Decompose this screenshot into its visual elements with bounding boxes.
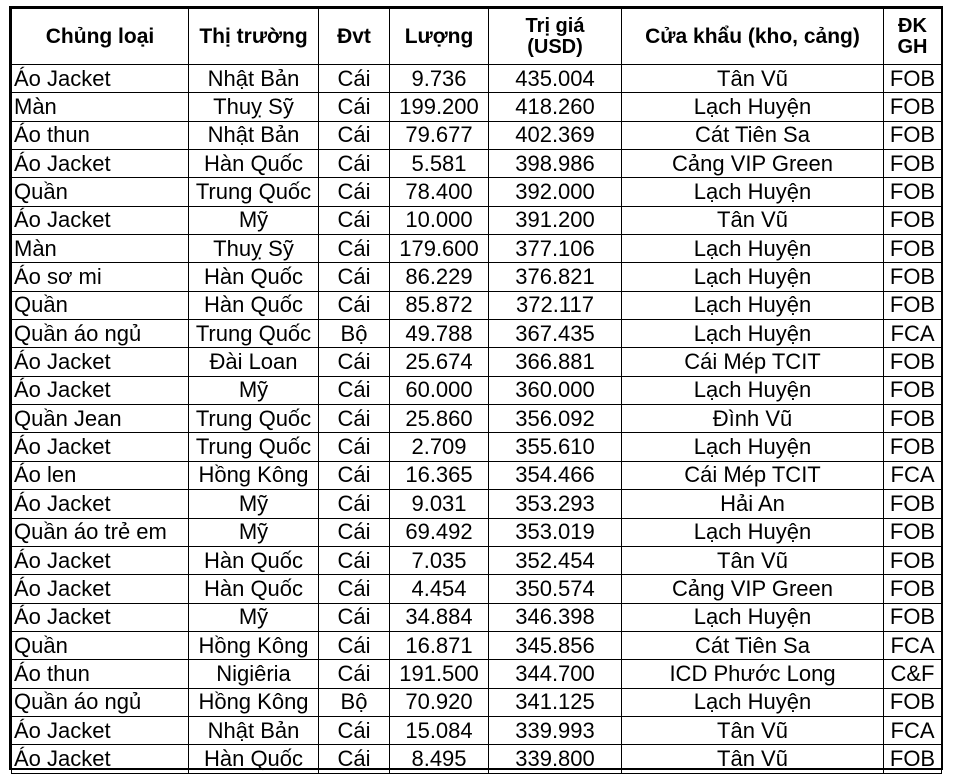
cell-terms: FCA (884, 320, 942, 348)
cell-unit: Cái (319, 461, 390, 489)
cell-unit: Cái (319, 716, 390, 744)
cell-value: 354.466 (489, 461, 622, 489)
cell-terms: FOB (884, 433, 942, 461)
header-value-line1: Trị giá (525, 14, 585, 37)
cell-port: Cảng VIP Green (622, 575, 884, 603)
cell-port: Cái Mép TCIT (622, 348, 884, 376)
cell-port: Lạch Huyện (622, 518, 884, 546)
cell-value: 366.881 (489, 348, 622, 376)
cell-value: 350.574 (489, 575, 622, 603)
cell-value: 339.800 (489, 745, 622, 773)
table-row (12, 461, 942, 489)
cell-quantity: 69.492 (390, 518, 489, 546)
cell-port: Lạch Huyện (622, 320, 884, 348)
cell-terms: FOB (884, 65, 942, 93)
cell-type: Áo thun (12, 121, 189, 149)
cell-value: 346.398 (489, 603, 622, 631)
cell-market: Mỹ (189, 376, 319, 404)
cell-market: Trung Quốc (189, 433, 319, 461)
cell-quantity: 2.709 (390, 433, 489, 461)
header-terms-line1: ĐK (898, 14, 927, 37)
cell-terms: FOB (884, 235, 942, 263)
cell-type: Màn (12, 235, 189, 263)
cell-terms: FOB (884, 263, 942, 291)
cell-value: 356.092 (489, 405, 622, 433)
cell-type: Áo Jacket (12, 716, 189, 744)
cell-type: Quần (12, 178, 189, 206)
cell-unit: Cái (319, 745, 390, 773)
header-value-line2: (USD) (527, 35, 583, 58)
cell-type: Quần (12, 291, 189, 319)
cell-quantity: 86.229 (390, 263, 489, 291)
cell-unit: Cái (319, 291, 390, 319)
cell-unit: Cái (319, 178, 390, 206)
cell-market: Nigiêria (189, 660, 319, 688)
cell-unit: Cái (319, 546, 390, 574)
cell-port: Cát Tiên Sa (622, 631, 884, 659)
cell-unit: Cái (319, 235, 390, 263)
cell-market: Hàn Quốc (189, 263, 319, 291)
header-terms-line2: GH (897, 35, 928, 58)
cell-quantity: 60.000 (390, 376, 489, 404)
cell-port: Lạch Huyện (622, 376, 884, 404)
table-row (12, 178, 942, 206)
cell-market: Hàn Quốc (189, 745, 319, 773)
table-row (12, 65, 942, 93)
cell-type: Áo Jacket (12, 433, 189, 461)
cell-terms: FOB (884, 405, 942, 433)
table-row (12, 546, 942, 574)
cell-value: 353.293 (489, 490, 622, 518)
cell-value: 339.993 (489, 716, 622, 744)
cell-terms: FOB (884, 688, 942, 716)
cell-market: Trung Quốc (189, 178, 319, 206)
cell-quantity: 25.860 (390, 405, 489, 433)
cell-type: Quần áo ngủ (12, 688, 189, 716)
cell-port: Tân Vũ (622, 206, 884, 234)
cell-market: Hàn Quốc (189, 546, 319, 574)
cell-market: Nhật Bản (189, 716, 319, 744)
cell-market: Hồng Kông (189, 631, 319, 659)
cell-unit: Cái (319, 121, 390, 149)
cell-value: 345.856 (489, 631, 622, 659)
cell-type: Áo Jacket (12, 348, 189, 376)
header-value (489, 9, 622, 65)
cell-terms: FOB (884, 206, 942, 234)
cell-value: 341.125 (489, 688, 622, 716)
cell-type: Màn (12, 93, 189, 121)
cell-market: Nhật Bản (189, 65, 319, 93)
cell-market: Nhật Bản (189, 121, 319, 149)
header-type: Chủng loại (12, 9, 189, 65)
cell-value: 355.610 (489, 433, 622, 461)
cell-terms: FOB (884, 575, 942, 603)
table-row (12, 348, 942, 376)
header-terms (884, 9, 942, 65)
cell-port: Tân Vũ (622, 65, 884, 93)
cell-market: Thuỵ Sỹ (189, 235, 319, 263)
cell-port: Lạch Huyện (622, 178, 884, 206)
cell-type: Áo Jacket (12, 575, 189, 603)
cell-port: Lạch Huyện (622, 433, 884, 461)
cell-market: Trung Quốc (189, 405, 319, 433)
cell-terms: FCA (884, 631, 942, 659)
cell-market: Mỹ (189, 490, 319, 518)
cell-quantity: 85.872 (390, 291, 489, 319)
table-row (12, 631, 942, 659)
cell-quantity: 79.677 (390, 121, 489, 149)
cell-value: 367.435 (489, 320, 622, 348)
table-row (12, 688, 942, 716)
cell-terms: C&F (884, 660, 942, 688)
cell-market: Mỹ (189, 603, 319, 631)
cell-type: Áo Jacket (12, 745, 189, 773)
cell-value: 353.019 (489, 518, 622, 546)
table-row (12, 490, 942, 518)
cell-market: Thuỵ Sỹ (189, 93, 319, 121)
table-row (12, 121, 942, 149)
cell-unit: Cái (319, 93, 390, 121)
cell-quantity: 25.674 (390, 348, 489, 376)
cell-value: 376.821 (489, 263, 622, 291)
cell-quantity: 7.035 (390, 546, 489, 574)
cell-type: Quần (12, 631, 189, 659)
cell-quantity: 9.736 (390, 65, 489, 93)
cell-unit: Cái (319, 433, 390, 461)
header-port: Cửa khẩu (kho, cảng) (622, 9, 884, 65)
table-row (12, 433, 942, 461)
cell-terms: FOB (884, 745, 942, 773)
cell-market: Hàn Quốc (189, 150, 319, 178)
table-row (12, 291, 942, 319)
cell-type: Áo len (12, 461, 189, 489)
cell-unit: Cái (319, 405, 390, 433)
cell-unit: Cái (319, 518, 390, 546)
cell-market: Hàn Quốc (189, 575, 319, 603)
cell-port: Lạch Huyện (622, 93, 884, 121)
cell-type: Áo Jacket (12, 603, 189, 631)
cell-quantity: 70.920 (390, 688, 489, 716)
table-row (12, 150, 942, 178)
cell-unit: Cái (319, 150, 390, 178)
cell-value: 377.106 (489, 235, 622, 263)
cell-quantity: 15.084 (390, 716, 489, 744)
cell-quantity: 9.031 (390, 490, 489, 518)
cell-type: Áo Jacket (12, 490, 189, 518)
cell-type: Áo Jacket (12, 65, 189, 93)
cell-terms: FOB (884, 93, 942, 121)
table-row (12, 660, 942, 688)
cell-market: Mỹ (189, 518, 319, 546)
cell-quantity: 4.454 (390, 575, 489, 603)
cell-unit: Bộ (319, 320, 390, 348)
cell-type: Áo Jacket (12, 376, 189, 404)
cell-quantity: 16.871 (390, 631, 489, 659)
cell-port: Cảng VIP Green (622, 150, 884, 178)
header-unit: Đvt (319, 9, 390, 65)
cell-type: Áo thun (12, 660, 189, 688)
cell-type: Áo Jacket (12, 206, 189, 234)
table-row (12, 716, 942, 744)
cell-unit: Cái (319, 263, 390, 291)
cell-quantity: 10.000 (390, 206, 489, 234)
cell-terms: FCA (884, 461, 942, 489)
cell-type: Quần Jean (12, 405, 189, 433)
cell-unit: Cái (319, 206, 390, 234)
cell-port: Lạch Huyện (622, 263, 884, 291)
cell-unit: Cái (319, 490, 390, 518)
table-row (12, 235, 942, 263)
cell-quantity: 5.581 (390, 150, 489, 178)
cell-type: Quần áo trẻ em (12, 518, 189, 546)
cell-value: 402.369 (489, 121, 622, 149)
cell-value: 398.986 (489, 150, 622, 178)
table-row (12, 745, 942, 773)
cell-port: Lạch Huyện (622, 235, 884, 263)
cell-terms: FOB (884, 490, 942, 518)
cell-type: Áo Jacket (12, 546, 189, 574)
cell-port: Tân Vũ (622, 546, 884, 574)
cell-market: Mỹ (189, 206, 319, 234)
cell-port: Lạch Huyện (622, 603, 884, 631)
cell-unit: Cái (319, 603, 390, 631)
cell-unit: Cái (319, 660, 390, 688)
cell-terms: FOB (884, 546, 942, 574)
table-row (12, 320, 942, 348)
cell-terms: FOB (884, 376, 942, 404)
cell-value: 360.000 (489, 376, 622, 404)
cell-quantity: 78.400 (390, 178, 489, 206)
cell-quantity: 34.884 (390, 603, 489, 631)
cell-port: Tân Vũ (622, 716, 884, 744)
cell-unit: Cái (319, 376, 390, 404)
export-table (11, 8, 942, 774)
table-row (12, 518, 942, 546)
cell-port: ICD Phước Long (622, 660, 884, 688)
cell-type: Áo sơ mi (12, 263, 189, 291)
cell-terms: FOB (884, 603, 942, 631)
cell-unit: Bộ (319, 688, 390, 716)
cell-value: 344.700 (489, 660, 622, 688)
cell-terms: FOB (884, 518, 942, 546)
cell-terms: FOB (884, 178, 942, 206)
cell-port: Hải An (622, 490, 884, 518)
cell-value: 435.004 (489, 65, 622, 93)
cell-terms: FOB (884, 150, 942, 178)
header-row (12, 9, 942, 65)
table-row (12, 93, 942, 121)
cell-quantity: 199.200 (390, 93, 489, 121)
cell-terms: FOB (884, 121, 942, 149)
cell-port: Lạch Huyện (622, 688, 884, 716)
cell-quantity: 16.365 (390, 461, 489, 489)
cell-value: 352.454 (489, 546, 622, 574)
cell-market: Đài Loan (189, 348, 319, 376)
table-row (12, 206, 942, 234)
cell-market: Hồng Kông (189, 688, 319, 716)
cell-quantity: 179.600 (390, 235, 489, 263)
cell-unit: Cái (319, 631, 390, 659)
cell-quantity: 191.500 (390, 660, 489, 688)
cell-value: 418.260 (489, 93, 622, 121)
cell-port: Cái Mép TCIT (622, 461, 884, 489)
cell-type: Áo Jacket (12, 150, 189, 178)
cell-unit: Cái (319, 348, 390, 376)
cell-quantity: 8.495 (390, 745, 489, 773)
cell-value: 391.200 (489, 206, 622, 234)
table-row (12, 376, 942, 404)
table-row (12, 263, 942, 291)
cell-quantity: 49.788 (390, 320, 489, 348)
cell-port: Tân Vũ (622, 745, 884, 773)
cell-unit: Cái (319, 65, 390, 93)
table-row (12, 405, 942, 433)
cell-market: Hồng Kông (189, 461, 319, 489)
cell-type: Quần áo ngủ (12, 320, 189, 348)
header-quantity: Lượng (390, 9, 489, 65)
cell-port: Đình Vũ (622, 405, 884, 433)
cell-terms: FOB (884, 348, 942, 376)
table-row (12, 603, 942, 631)
cell-port: Cát Tiên Sa (622, 121, 884, 149)
cell-value: 392.000 (489, 178, 622, 206)
cell-value: 372.117 (489, 291, 622, 319)
cell-port: Lạch Huyện (622, 291, 884, 319)
header-market: Thị trường (189, 9, 319, 65)
cell-unit: Cái (319, 575, 390, 603)
cell-market: Trung Quốc (189, 320, 319, 348)
cell-terms: FCA (884, 716, 942, 744)
table-row (12, 575, 942, 603)
cell-terms: FOB (884, 291, 942, 319)
cell-market: Hàn Quốc (189, 291, 319, 319)
